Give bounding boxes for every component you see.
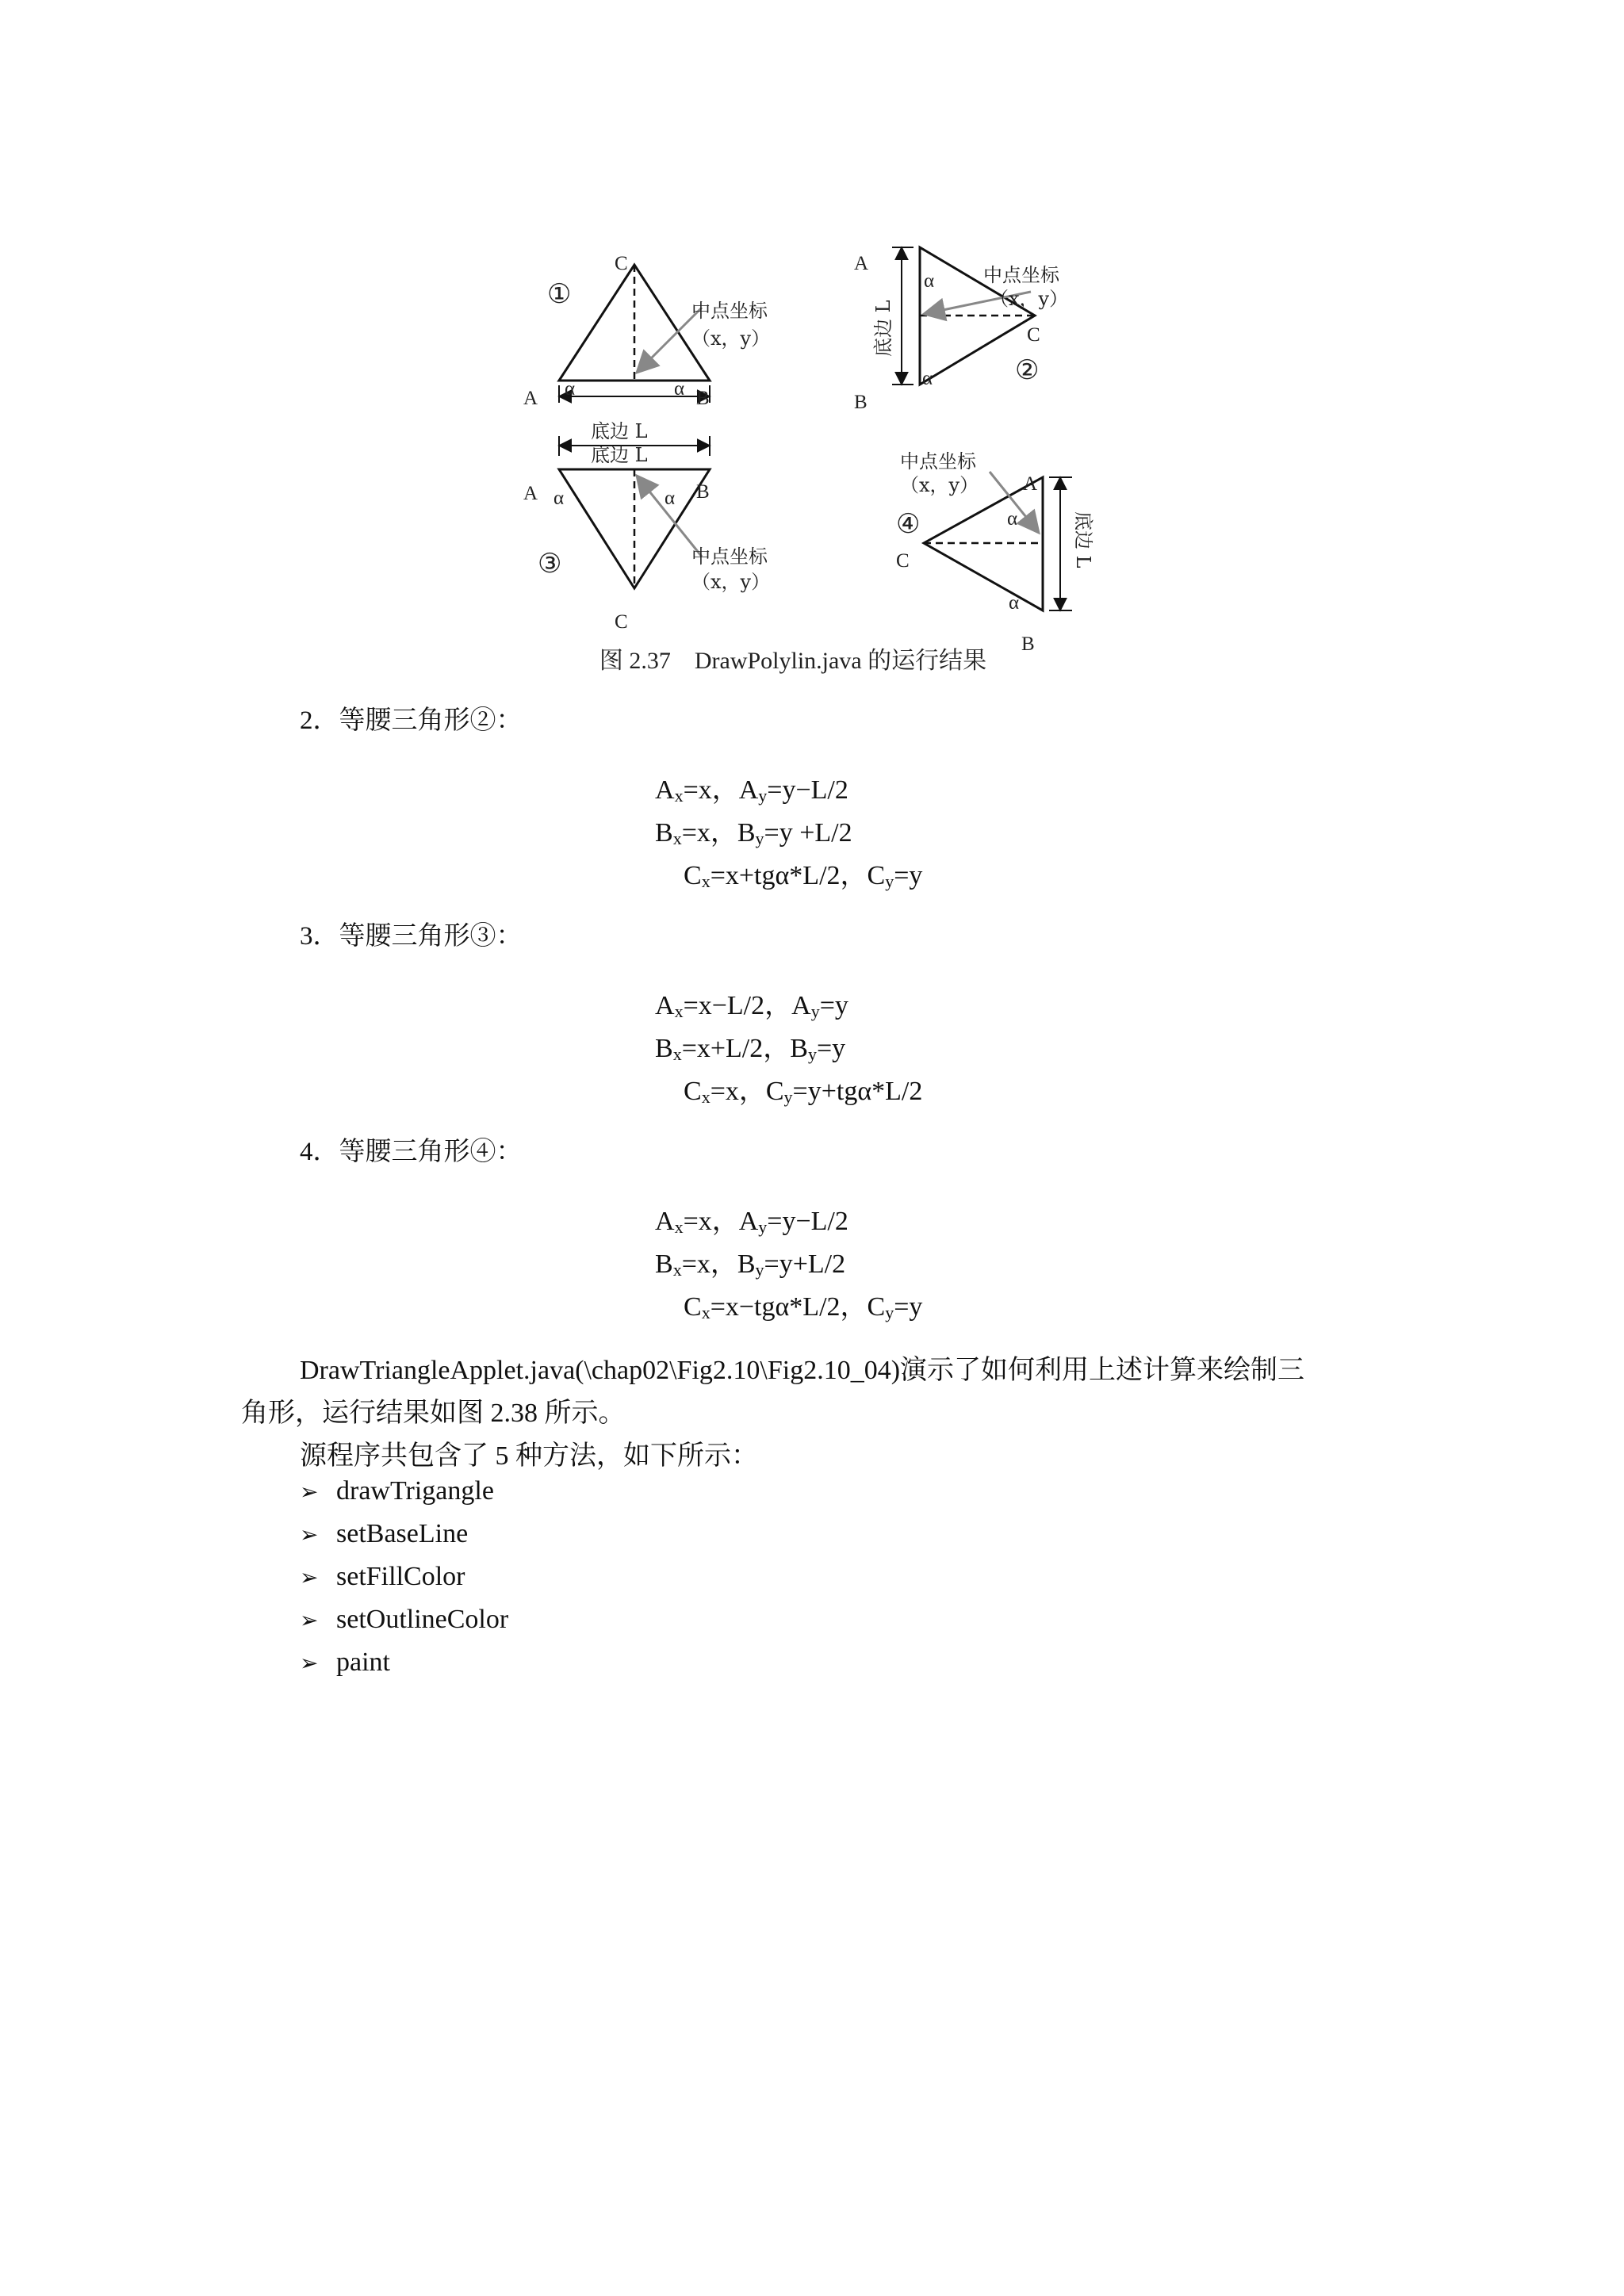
section-2-formula-1: $A_x=x$，$A_y=y-L/2$ [655, 775, 848, 806]
section-4-formula-3: $C_x=x-tg\alpha*L/2$，$C_y=y$ [684, 1292, 923, 1322]
bullet-arrow-icon: ➢ [300, 1521, 319, 1548]
tri3-alpha-left: α [553, 488, 565, 509]
tri4-vertex-c: C [896, 550, 910, 572]
tri3-base-label: 底边 L [591, 444, 648, 466]
tri4-mid-coords: （x，y） [900, 474, 979, 496]
triangle-figure [508, 238, 1094, 655]
bullet-arrow-icon: ➢ [300, 1479, 319, 1505]
tri4-number: ④ [896, 508, 921, 540]
bullet-arrow-icon: ➢ [300, 1564, 319, 1590]
tri3-mid-coords: （x，y） [691, 571, 771, 593]
tri3-vertex-c: C [615, 611, 628, 633]
tri2-mid-label: 中点坐标 [983, 264, 1059, 286]
tri2-mid-coords: （x，y） [990, 288, 1069, 310]
method-item: ➢ drawTrigangle [300, 1476, 494, 1506]
tri2-vertex-a: A [854, 253, 869, 274]
method-item: ➢ setFillColor [300, 1562, 465, 1591]
section-3-formula-2: $B_x=x+L/2$，$B_y=y$ [655, 1034, 846, 1064]
section-3-heading: 3．等腰三角形③： [300, 922, 523, 951]
figure-caption: 图 2.37 DrawPolylin.java 的运行结果 [599, 648, 987, 674]
section-4-formula-1: $A_x=x$，$A_y=y-L/2$ [655, 1207, 848, 1237]
triangle-4 [896, 450, 1094, 655]
tri4-base-label: 底边 L [1072, 511, 1094, 568]
tri3-alpha-right: α [665, 488, 676, 509]
tri1-number: ① [547, 278, 572, 310]
tri3-base-label-top: 底边 L [591, 420, 648, 442]
tri3-vertex-b: B [696, 481, 710, 503]
section-2-heading: 2．等腰三角形②： [300, 706, 523, 735]
tri1-mid-coords: （x，y） [691, 327, 771, 350]
section-4-heading: 4．等腰三角形④： [300, 1138, 523, 1166]
triangle-1 [523, 253, 770, 409]
tri1-alpha-left: α [565, 378, 576, 400]
triangle-2 [854, 247, 1068, 413]
tri1-vertex-b: B [696, 388, 710, 409]
method-item: ➢ paint [300, 1647, 390, 1677]
tri4-alpha-bottom: α [1009, 592, 1020, 614]
tri4-vertex-b: B [1021, 633, 1035, 655]
bullet-arrow-icon: ➢ [300, 1607, 319, 1633]
triangle-3 [523, 420, 770, 633]
paragraph-1-line-2: 角形，运行结果如图 2.38 所示。 [241, 1399, 626, 1428]
paragraph-2: 源程序共包含了 5 种方法，如下所示： [300, 1441, 758, 1471]
tri1-mid-label: 中点坐标 [691, 300, 768, 322]
tri1-alpha-right: α [674, 378, 685, 400]
tri2-alpha-bottom: α [922, 368, 933, 389]
tri4-mid-label: 中点坐标 [900, 450, 976, 473]
section-2-formula-3: $C_x=x+tg\alpha*L/2$，$C_y=y$ [684, 861, 923, 891]
paragraph-1-line-1: DrawTriangleApplet.java(\chap02\Fig2.10\Fig2.10_04)演示了如何利用上述计算来绘制三 [300, 1356, 1305, 1385]
section-2-formula-2: $B_x=x$，$B_y=y +L/2$ [655, 818, 852, 848]
section-3-formula-1: $A_x=x-L/2$，$A_y=y$ [655, 991, 848, 1021]
tri2-number: ② [1015, 354, 1040, 386]
section-3-formula-3: $C_x=x$，$C_y=y+tg\alpha*L/2$ [684, 1077, 923, 1107]
tri1-vertex-c: C [615, 253, 628, 274]
bullet-arrow-icon: ➢ [300, 1650, 319, 1676]
tri2-vertex-b: B [854, 392, 868, 413]
tri1-vertex-a: A [523, 388, 538, 409]
tri3-vertex-a: A [523, 483, 538, 504]
method-item: ➢ setOutlineColor [300, 1605, 509, 1634]
tri3-mid-label: 中点坐标 [691, 545, 768, 568]
tri3-number: ③ [538, 548, 562, 580]
tri2-alpha-top: α [924, 270, 935, 292]
method-item: ➢ setBaseLine [300, 1519, 469, 1548]
section-4-formula-2: $B_x=x$，$B_y=y+L/2$ [655, 1249, 846, 1280]
tri2-base-label: 底边 L [872, 300, 894, 357]
tri2-vertex-c: C [1027, 324, 1040, 346]
tri4-vertex-a: A [1023, 473, 1038, 495]
tri4-alpha-top: α [1007, 508, 1018, 530]
